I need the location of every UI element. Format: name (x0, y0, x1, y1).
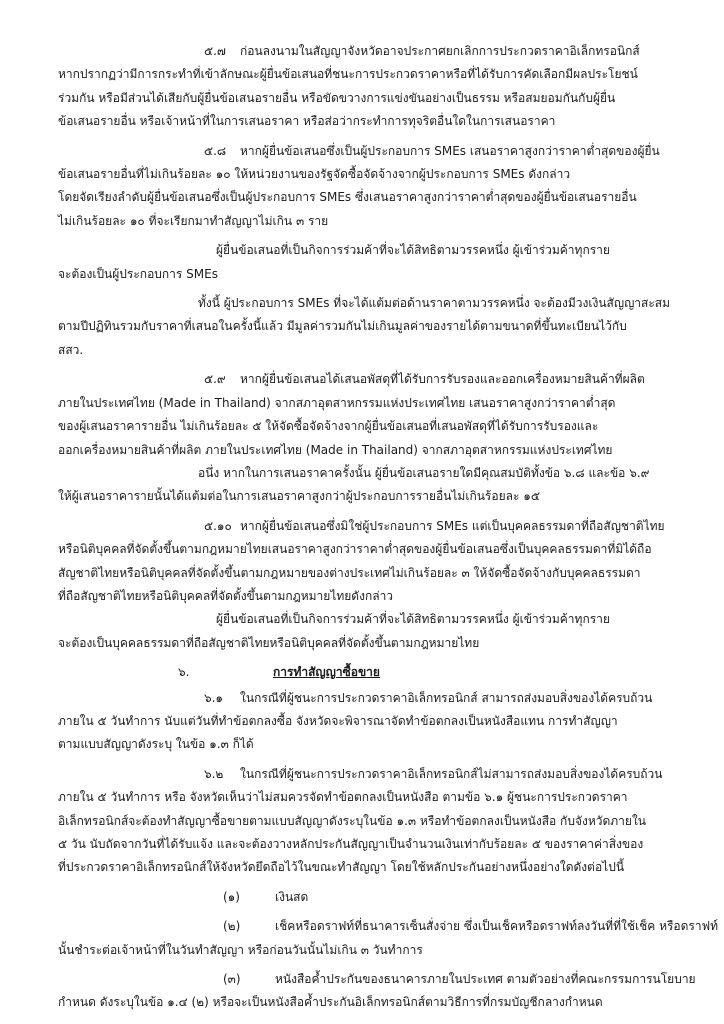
clause-text-line: จะต้องเป็นบุคคลธรรมดาที่ถือสัญชาติไทยหรือนิติบุคคลที่จัดตั้งขึ้นตามกฎหมายไทย (58, 635, 480, 650)
clause-text-line: ตามปีปฏิทินรวมกับราคาที่เสนอในครั้งนี้แล้ว มีมูลค่ารวมกันไม่เกินมูลค่าของรายได้ตามขนาดที่ขึ้นทะเบียนไว้กับ (58, 319, 627, 334)
clause-text-line: จะต้องเป็นผู้ประกอบการ SMEs (58, 266, 218, 281)
clause-text-line: ในกรณีที่ผู้ชนะการประกวดราคาอิเล็กทรอนิกส์ไม่สามารถส่งมอบสิ่งของได้ครบถ้วน (240, 766, 663, 781)
clause-text-line: ๕ วัน นับถัดจากวันที่ได้รับแจ้ง และจะต้องวางหลักประกันสัญญาเป็นจำนวนเงินเท่ากับร้อยละ ๕ ของราคาค่าสิ่งของ (58, 837, 644, 851)
guarantee-item-1 (58, 886, 662, 909)
clause-5-10 (58, 515, 665, 655)
clause-5-7 (58, 40, 662, 134)
clause-text-line: ข้อเสนอรายอื่น หรือเจ้าหน้าที่ในการเสนอราคา หรือส่อว่ากระทำการทุจริตอื่นใดในการเสนอราคา (58, 114, 556, 129)
item-text-line: กำหนด ดังระบุในข้อ ๑.๔ (๒) หรือจะเป็นหนังสือค้ำประกันอิเล็กทรอนิกส์ตามวิธีการที่กรมบัญชีกลางกำหนด (58, 995, 603, 1010)
clause-text-line: ผู้ยื่นข้อเสนอที่เป็นกิจการร่วมค้าที่จะได้สิทธิตามวรรคหนึ่ง ผู้เข้าร่วมค้าทุกราย (216, 612, 610, 627)
section-title: การทำสัญญาซื้อขาย (273, 665, 380, 680)
clause-number: ๖.๒ (204, 766, 224, 781)
clause-text-line: สสว. (58, 342, 84, 357)
item-number: (๓) (223, 972, 241, 987)
clause-text-line: หากผู้ยื่นข้อเสนอได้เสนอพัสดุที่ได้รับการรับรองและออกเครื่องหมายสินค้าที่ผลิต (240, 372, 645, 387)
clause-text-line: ข้อเสนอรายอื่นที่ไม่เกินร้อยละ ๑๐ ให้หน่วยงานของรัฐจัดซื้อจัดจ้างจากผู้ประกอบการ SMEs ดังกล่าว (58, 167, 571, 182)
clause-text-line: หรือนิติบุคคลที่จัดตั้งขึ้นตามกฎหมายไทยเสนอราคาสูงกว่าราคาต่ำสุดของผู้ยื่นข้อเสนอซึ่งเป็นบุคคลธรรมดาที่มิได้ถือ (58, 542, 652, 557)
clause-text-line: ออกเครื่องหมายสินค้าที่ผลิต ภายในประเทศไทย (Made in Thailand) จากสภาอุตสาหกรรมแห่งประเทศไทย (58, 442, 613, 457)
clause-text-line: โดยจัดเรียงลำดับผู้ยื่นข้อเสนอซึ่งเป็นผู้ประกอบการ SMEs ซึ่งเสนอราคาสูงกว่าราคาต่ำสุดของผู้ยื่นข้อเสนอรายอื่น (58, 190, 637, 205)
item-text-line: เงินสด (275, 889, 309, 904)
section-number: ๖. (178, 665, 190, 680)
clause-6-1 (58, 687, 662, 757)
guarantee-item-3 (58, 968, 696, 1015)
clause-text-line: ในกรณีที่ผู้ชนะการประกวดราคาอิเล็กทรอนิกส์ สามารถส่งมอบสิ่งของได้ครบถ้วน (240, 690, 653, 705)
clause-text-line: ภายในประเทศไทย (Made in Thailand) จากสภาอุตสาหกรรมแห่งประเทศไทย เสนอราคาสูงกว่าราคาต่ำสุด (58, 395, 616, 410)
clause-number: ๕.๑๐ (204, 518, 232, 533)
clause-text-line: ร่วมกัน หรือมีส่วนได้เสียกับผู้ยื่นข้อเสนอรายอื่น หรือขัดขวางการแข่งขันอย่างเป็นธรรม หรือสมยอมกันกับผู้ยื่น (58, 90, 616, 105)
clause-5-8-joint-venture (58, 239, 662, 286)
clause-text-line: อนึ่ง หากในการเสนอราคาครั้งนั้น ผู้ยื่นข้อเสนอรายใดมีคุณสมบัติทั้งข้อ ๖.๘ และข้อ ๖.๙ (198, 465, 650, 480)
item-number: (๑) (223, 889, 240, 904)
clause-text-line: ที่ถือสัญชาติไทยหรือนิติบุคคลที่จัดตั้งขึ้นตามกฎหมายไทยดังกล่าว (58, 588, 394, 603)
section-6-heading (58, 661, 662, 684)
clause-text-line: ภายใน ๕ วันทำการ หรือ จังหวัดเห็นว่าไม่สมควรจัดทำข้อตกลงเป็นหนังสือ ตามข้อ ๖.๑ ผู้ชนะการประกวดราคา (58, 790, 628, 805)
clause-text-line: ก่อนลงนามในสัญญาจังหวัดอาจประกาศยกเลิกการประกวดราคาอิเล็กทรอนิกส์ (240, 44, 640, 58)
clause-text-line: ภายใน ๕ วันทำการ นับแต่วันที่ทำข้อตกลงซื้อ จังหวัดจะพิจารณาจัดทำข้อตกลงเป็นหนังสือแทน การทำสัญญา (58, 713, 618, 728)
clause-number: ๕.๙ (204, 372, 226, 387)
clause-5-9 (58, 368, 662, 508)
clause-text-line: หากผู้ยื่นข้อเสนอซึ่งเป็นผู้ประกอบการ SMEs เสนอราคาสูงกว่าราคาต่ำสุดของผู้ยื่น (240, 143, 660, 158)
clause-text-line: อิเล็กทรอนิกส์จะต้องทำสัญญาซื้อขายตามแบบสัญญาดังระบุในข้อ ๑.๓ หรือทำข้อตกลงเป็นหนังสือ กับจังหวัดภายใน (58, 813, 647, 828)
item-text-line: หนังสือค้ำประกันของธนาคารภายในประเทศ ตามตัวอย่างที่คณะกรรมการนโยบาย (275, 972, 696, 987)
clause-5-8-sme-limit (58, 292, 671, 362)
clause-text-line: ผู้ยื่นข้อเสนอที่เป็นกิจการร่วมค้าที่จะได้สิทธิตามวรรคหนึ่ง ผู้เข้าร่วมค้าทุกราย (216, 243, 610, 258)
clause-text-line: ตามแบบสัญญาดังระบุ ในข้อ ๑.๓ ก็ได้ (58, 737, 254, 752)
clause-number: ๕.๗ (204, 44, 226, 58)
clause-6-2 (58, 763, 662, 880)
clause-text-line: หากปรากฏว่ามีการกระทำที่เข้าลักษณะผู้ยื่นข้อเสนอที่ชนะการประกวดราคาหรือที่ได้รับการคัดเลือกมีผลประโยชน์ (58, 67, 638, 82)
clause-text-line: ที่ประกวดราคาอิเล็กทรอนิกส์ให้จังหวัดยึดถือไว้ในขณะทำสัญญา โดยใช้หลักประกันอย่างหนึ่งอย่างใดดังต่อไปนี้ (58, 860, 625, 875)
item-text-line: เช็คหรือดราฟท์ที่ธนาคารเซ็นสั่งจ่าย ซึ่งเป็นเช็คหรือดราฟท์ลงวันที่ที่ใช้เช็ค หรือดราฟท์ (275, 919, 719, 934)
guarantee-item-2 (58, 915, 719, 962)
clause-5-8 (58, 140, 662, 234)
clause-number: ๖.๑ (204, 690, 224, 705)
clause-number: ๕.๘ (204, 143, 227, 158)
clause-text-line: ของผู้เสนอราคารายอื่น ไม่เกินร้อยละ ๕ ให้จัดซื้อจัดจ้างจากผู้ยื่นข้อเสนอที่เสนอพัสดุที่ได้รับการรับรองและ (58, 419, 599, 434)
clause-text-line: ทั้งนี้ ผู้ประกอบการ SMEs ที่จะได้แต้มต่อด้านราคาตามวรรคหนึ่ง จะต้องมีวงเงินสัญญาสะสม (198, 296, 671, 311)
clause-text-line: หากผู้ยื่นข้อเสนอซึ่งมิใช่ผู้ประกอบการ SMEs แต่เป็นบุคคลธรรมดาที่ถือสัญชาติไทย (240, 518, 665, 533)
item-text-line: นั้นชำระต่อเจ้าหน้าที่ในวันทำสัญญา หรือก่อนวันนั้นไม่เกิน ๓ วันทำการ (58, 942, 423, 957)
clause-text-line: ให้ผู้เสนอราคารายนั้นได้แต้มต่อในการเสนอราคาสูงกว่าผู้ประกอบการรายอื่นไม่เกินร้อยละ ๑๕ (58, 489, 540, 504)
clause-text-line: สัญชาติไทยหรือนิติบุคคลที่จัดตั้งขึ้นตามกฎหมายของต่างประเทศไม่เกินร้อยละ ๓ ให้จัดซื้อจัดจ้างกับบุคคลธรรมดา (58, 565, 641, 580)
item-number: (๒) (223, 919, 241, 934)
clause-text-line: ไม่เกินร้อยละ ๑๐ ที่จะเรียกมาทำสัญญาไม่เกิน ๓ ราย (58, 213, 329, 228)
